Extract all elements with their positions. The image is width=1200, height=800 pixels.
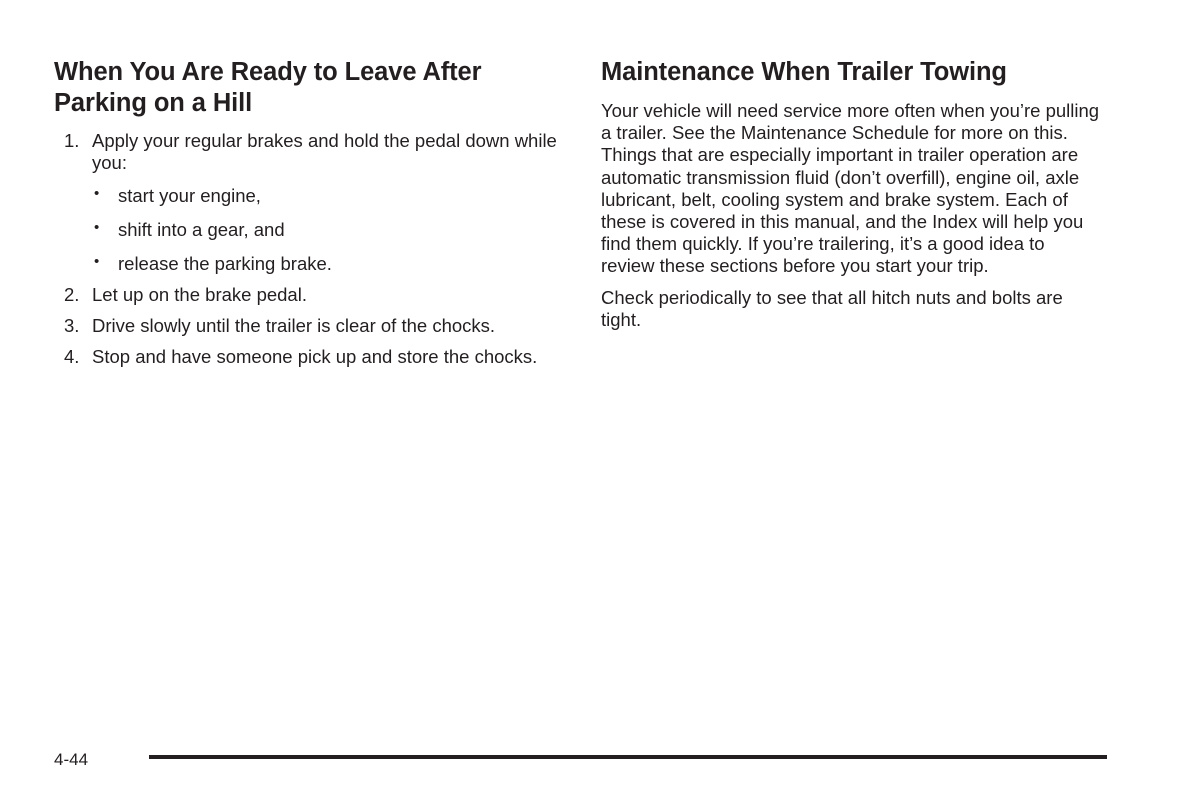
step-item — [54, 284, 564, 306]
step-item — [54, 346, 564, 368]
step-number: 3. — [64, 315, 80, 336]
section-heading-maintenance: Maintenance When Trailer Towing — [601, 58, 1007, 86]
section-heading-leaving-hill: When You Are Ready to Leave After Parking on a Hill — [54, 58, 482, 117]
bullet-icon: • — [94, 219, 100, 236]
step-text: Drive slowly until the trailer is clear of the chocks. — [92, 315, 496, 336]
bullet-icon: • — [94, 185, 100, 202]
step-text: Stop and have someone pick up and store the chocks. — [92, 346, 538, 367]
bullet-icon: • — [94, 253, 100, 270]
right-column — [601, 57, 1101, 340]
step-text: Let up on the brake pedal. — [92, 284, 307, 305]
step-number: 4. — [64, 346, 80, 367]
sub-bullet-text: shift into a gear, and — [118, 219, 285, 240]
sub-bullet-text: start your engine, — [118, 185, 261, 206]
sub-bullet-item — [92, 219, 564, 241]
body-paragraph: Your vehicle will need service more often when you’re pulling a trailer. See the Maintenance Schedule for more on this. Things that are especially important in trailer operation are automatic transmission fluid (don’t overfill), engine oil, axle lubricant, belt, cooling system and brake system. Each of these is covered in this manual, and the Index will help you find them quickly. If you’re trailering, it’s a good idea to review these sections before you start your trip. — [601, 100, 1100, 277]
page-number: 4-44 — [54, 750, 89, 769]
step-item — [54, 130, 564, 275]
sub-bullet-list — [92, 185, 564, 275]
left-column — [54, 57, 564, 377]
steps-list — [54, 130, 564, 368]
step-number: 2. — [64, 284, 80, 305]
sub-bullet-item — [92, 253, 564, 275]
step-number: 1. — [64, 130, 80, 151]
step-item — [54, 315, 564, 337]
sub-bullet-item — [92, 185, 564, 207]
step-text: Apply your regular brakes and hold the pedal down while you: — [92, 130, 557, 173]
footer-rule — [149, 755, 1107, 759]
sub-bullet-text: release the parking brake. — [118, 253, 332, 274]
body-paragraph: Check periodically to see that all hitch nuts and bolts are tight. — [601, 286, 1063, 330]
